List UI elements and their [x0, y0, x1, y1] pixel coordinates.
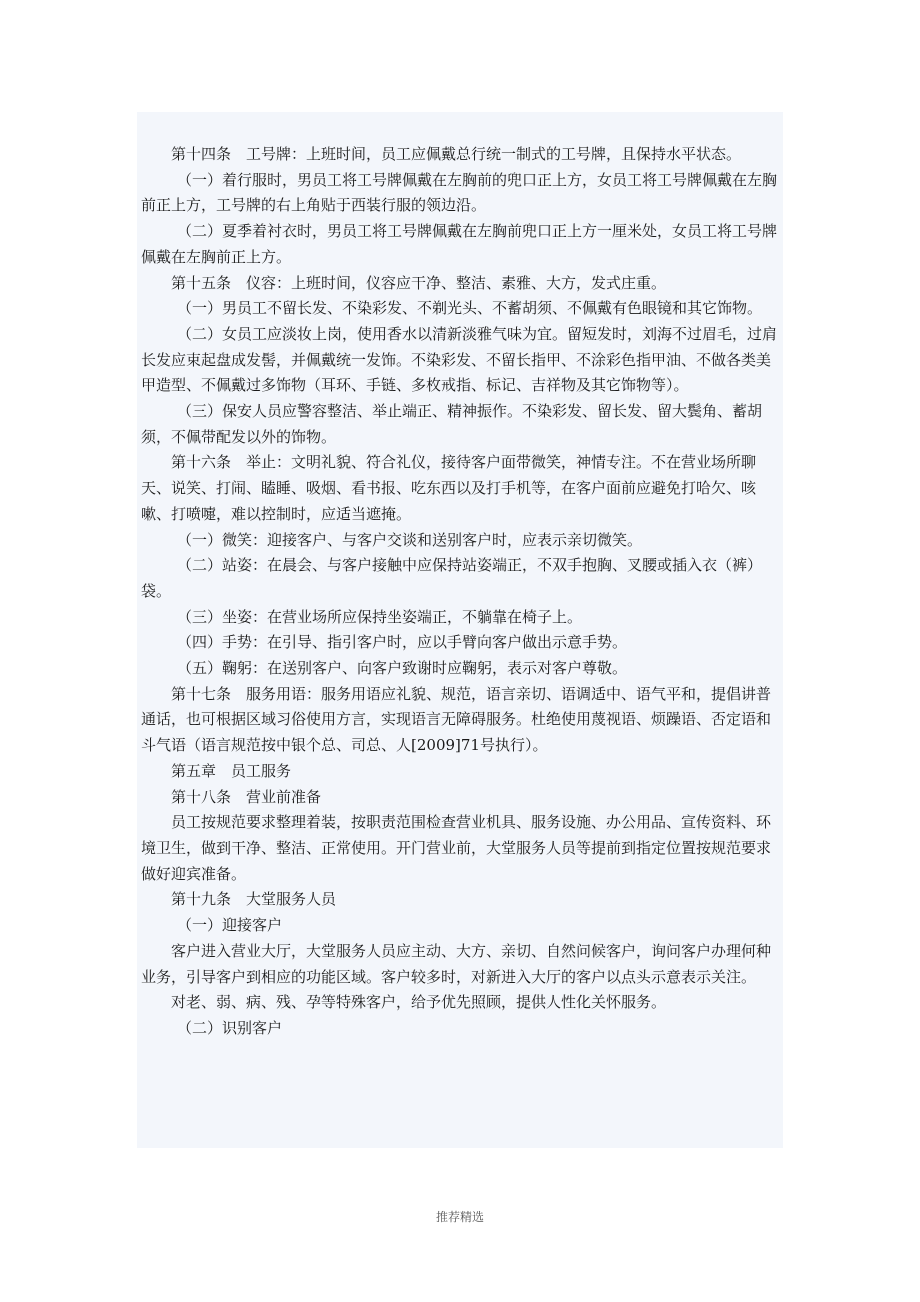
paragraph: 对老、弱、病、残、孕等特殊客户，给予优先照顾，提供人性化关怀服务。 — [171, 993, 667, 1012]
paragraph: （三）坐姿：在营业场所应保持坐姿端正，不躺靠在椅子上。 — [177, 607, 583, 626]
paragraph: （一）男员工不留长发、不染彩发、不剃光头、不蓄胡须、不佩戴有色眼镜和其它饰物。 — [177, 299, 763, 318]
chapter-heading: 第五章 员工服务 — [171, 761, 292, 780]
paragraph: （二）识别客户 — [177, 1018, 283, 1037]
paragraph: （一）迎接客户 — [177, 916, 283, 935]
paragraph: （二）夏季着衬衣时，男员工将工号牌佩戴在左胸前兜口正上方一厘米处，女员工将工号牌佩戴在左胸前正上方。 — [141, 222, 778, 266]
paragraph: （一）着行服时，男员工将工号牌佩戴在左胸前的兜口正上方，女员工将工号牌佩戴在左胸前正上方，工号牌的右上角贴于西装行服的领边沿。 — [141, 170, 778, 215]
paragraph: 第十五条 仪容：上班时间，仪容应干净、整洁、素雅、大方，发式庄重。 — [171, 273, 667, 292]
paragraph: （三）保安人员应警容整洁、举止端正、精神振作。不染彩发、留长发、留大鬓角、蓄胡须，不佩带配发以外的饰物。 — [141, 402, 763, 446]
document-body — [141, 142, 783, 1042]
paragraph: （一）微笑：迎接客户、与客户交谈和送别客户时，应表示亲切微笑。 — [177, 530, 643, 549]
paragraph: （五）鞠躬：在送别客户、向客户致谢时应鞠躬，表示对客户尊敬。 — [177, 659, 628, 678]
paragraph: （二）站姿：在晨会、与客户接触中应保持站姿端正，不双手抱胸、叉腰或插入衣（裤）袋。 — [141, 556, 763, 600]
paragraph: 客户进入营业大厅，大堂服务人员应主动、大方、亲切、自然问候客户，询问客户办理何种业务，引导客户到相应的功能区域。客户较多时，对新进入大厅的客户以点头示意表示关注。 — [141, 941, 772, 986]
paragraph: （四）手势：在引导、指引客户时，应以手臂向客户做出示意手势。 — [177, 633, 628, 652]
paragraph: （二）女员工应淡妆上岗，使用香水以清新淡雅气味为宜。留短发时，刘海不过眉毛，过肩长发应束起盘成发髻，并佩戴统一发饰。不染彩发、不留长指甲、不涂彩色指甲油、不做各类美甲造型、不佩戴过多饰物（耳环、手链、多枚戒指、标记、吉祥物及其它饰物等）。 — [141, 324, 778, 395]
paragraph: 第十六条 举止：文明礼貌、符合礼仪，接待客户面带微笑，神情专注。不在营业场所聊天、说笑、打闹、瞌睡、吸烟、看书报、吃东西以及打手机等，在客户面前应避免打哈欠、咳嗽、打喷嚏，难以控制时，应适当遮掩。 — [141, 453, 757, 523]
paragraph: 第十四条 工号牌：上班时间，员工应佩戴总行统一制式的工号牌，且保持水平状态。 — [171, 145, 742, 163]
article-heading: 第十八条 营业前准备 — [171, 787, 322, 806]
article-heading: 第十九条 大堂服务人员 — [171, 890, 337, 909]
paragraph: 第十七条 服务用语：服务用语应礼貌、规范，语言亲切、语调适中、语气平和，提倡讲普通话，也可根据区域习俗使用方言，实现语言无障碍服务。杜绝使用蔑视语、烦躁语、否定语和斗气语（语言规范按中银个总、司总、人[2009]71号执行）。 — [141, 684, 772, 755]
page-footer: 推荐精选 — [435, 1210, 484, 1224]
paragraph: 员工按规范要求整理着装，按职责范围检查营业机具、服务设施、办公用品、宣传资料、环境卫生，做到干净、整洁、正常使用。开门营业前，大堂服务人员等提前到指定位置按规范要求做好迎宾准备。 — [141, 813, 772, 883]
